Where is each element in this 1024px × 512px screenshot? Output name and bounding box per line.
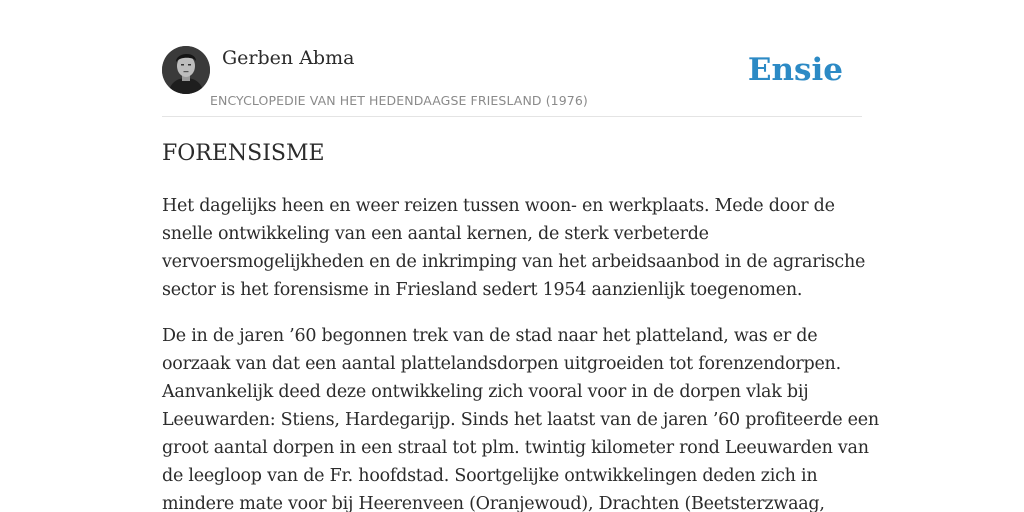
text-line: de leegloop van de Fr. hoofdstad. Soortgelijke ontwikkelingen deden zich in	[162, 466, 818, 486]
author-portrait-icon	[162, 46, 210, 94]
text-line: mindere mate voor bij Heerenveen (Oranjewoud), Drachten (Beetsterzwaag,	[162, 494, 825, 512]
text-line: snelle ontwikkeling van een aantal kernen, de sterk verbeterde	[162, 224, 709, 244]
text-line: sector is het forensisme in Friesland sedert 1954 aanzienlijk toegenomen.	[162, 280, 803, 300]
article-body	[162, 192, 879, 512]
article-title: FORENSISME	[162, 141, 325, 166]
source-label[interactable]: ENCYCLOPEDIE VAN HET HEDENDAAGSE FRIESLAND (1976)	[210, 93, 588, 108]
paragraph	[162, 322, 879, 512]
article-header	[162, 46, 862, 117]
text-line: Leeuwarden: Stiens, Hardegarijp. Sinds het laatst van de jaren ’60 profiteerde een	[162, 410, 879, 430]
text-line: oorzaak van dat een aantal plattelandsdorpen uitgroeiden tot forenzendorpen.	[162, 354, 841, 374]
author-name[interactable]: Gerben Abma	[222, 47, 355, 69]
text-line: Aanvankelijk deed deze ontwikkeling zich vooral voor in de dorpen vlak bij	[162, 382, 809, 402]
ensie-logo[interactable]: Ensie	[747, 52, 843, 88]
paragraph	[162, 192, 868, 304]
text-line: Het dagelijks heen en weer reizen tussen woon- en werkplaats. Mede door de	[162, 196, 835, 216]
text-line: vervoersmogelijkheden en de inkrimping van het arbeidsaanbod in de agrarische	[162, 252, 866, 272]
author-avatar[interactable]	[162, 46, 210, 94]
text-line: groot aantal dorpen in een straal tot plm. twintig kilometer rond Leeuwarden van	[162, 438, 869, 458]
text-line: De in de jaren ’60 begonnen trek van de stad naar het platteland, was er de	[162, 326, 818, 346]
